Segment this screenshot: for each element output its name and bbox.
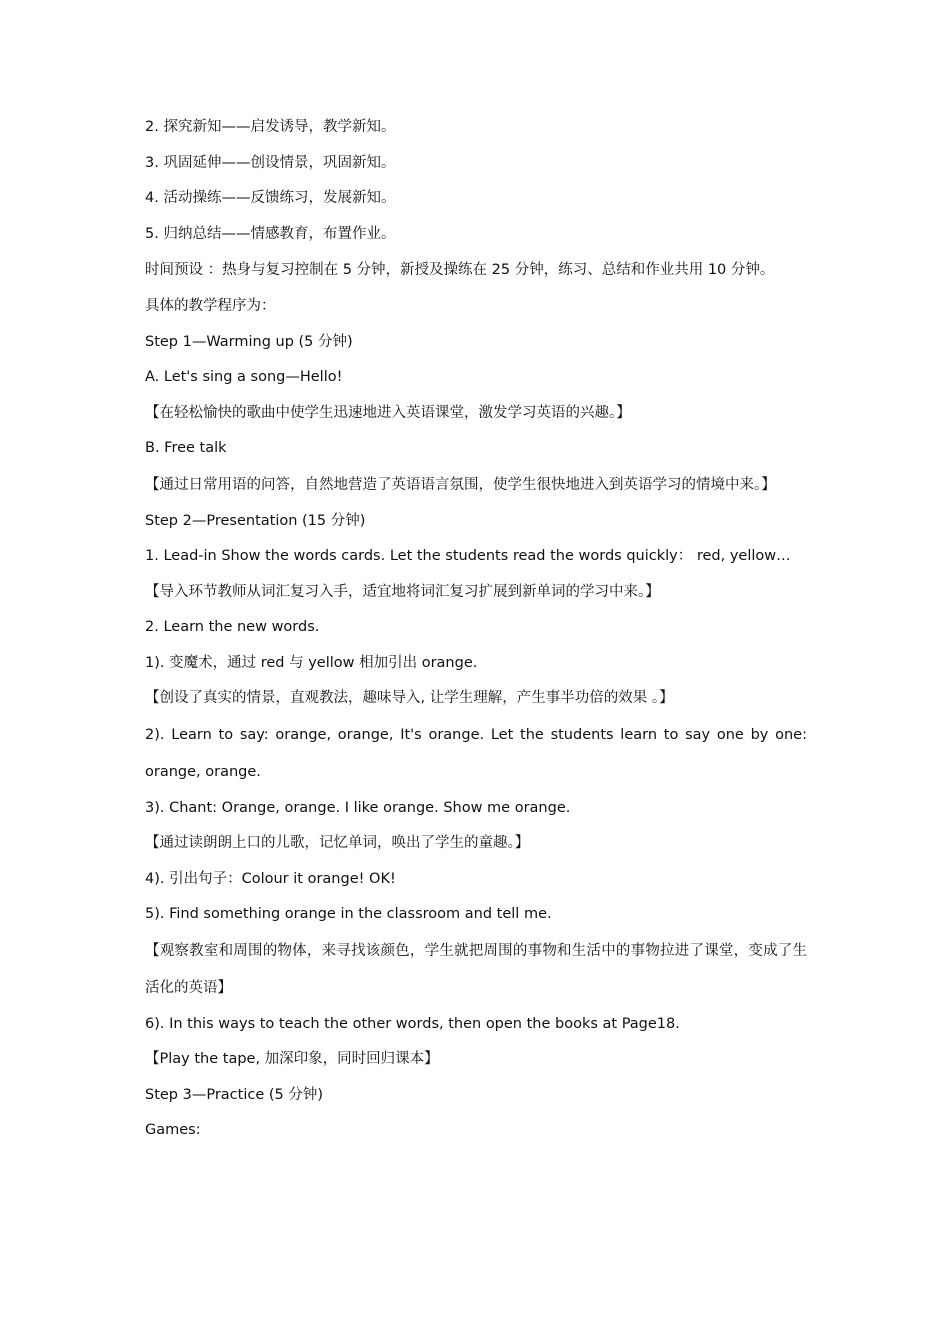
step-heading: Step 1—Warming up (5 分钟) xyxy=(145,333,353,350)
text-line: 4. 活动操练——反馈练习，发展新知。 xyxy=(145,190,396,206)
note-line: 【导入环节教师从词汇复习入手，适宜地将词汇复习扩展到新单词的学习中来。】 xyxy=(145,583,660,600)
time-plan-paragraph: 时间预设 ：热身与复习控制在 5 分钟，新授及操练在 25 分钟，练习、总结和作业共用 10 分钟。 xyxy=(145,262,775,278)
text-line: 6). In this ways to teach the other words, then open the books at Page18. xyxy=(145,1015,680,1032)
note-line: 【Play the tape, 加深印象，同时回归课本】 xyxy=(145,1051,439,1067)
text-line: 3. 巩固延伸——创设情景，巩固新知。 xyxy=(145,154,396,171)
text-line: 4). 引出句子：Colour it orange! OK! xyxy=(145,870,396,887)
note-paragraph: 【通过日常用语的问答，自然地营造了英语语言氛围，使学生很快地进入到英语学习的情境中来。】 xyxy=(145,476,776,493)
text-line: B. Free talk xyxy=(145,440,227,456)
text-line: 3). Chant: Orange, orange. I like orange. Show me orange. xyxy=(145,799,571,816)
text-line: A. Let's sing a song—Hello! xyxy=(145,369,343,385)
note-line: 【创设了真实的情景，直观教法，趣味导入, 让学生理解，产生事半功倍的效果 。】 xyxy=(145,690,674,706)
text-line: 具体的教学程序为： xyxy=(145,298,276,314)
text-line: 1). 变魔术，通过 red 与 yellow 相加引出 orange. xyxy=(145,654,478,671)
step-heading: Step 3—Practice (5 分钟) xyxy=(145,1086,324,1103)
text-line: 1. Lead-in Show the words cards. Let the students read the words quickly： red, yellow… xyxy=(145,548,791,564)
text-line: 2. 探究新知——启发诱导，教学新知。 xyxy=(145,119,396,135)
text-paragraph: 2). Learn to say: orange, orange, It's orange. Let the students learn to say one by one: orange, orange. xyxy=(145,726,807,780)
step-heading: Step 2—Presentation (15 分钟) xyxy=(145,512,366,529)
note-paragraph: 【观察教室和周围的物体，来寻找该颜色，学生就把周围的事物和生活中的事物拉进了课堂，变成了生活化的英语】 xyxy=(145,942,807,996)
document-body xyxy=(145,110,807,1149)
text-line: Games: xyxy=(145,1122,201,1138)
text-line: 2. Learn the new words. xyxy=(145,619,320,635)
text-line: 5). Find something orange in the classroom and tell me. xyxy=(145,906,552,922)
text-line: 5. 归纳总结——情感教育，布置作业。 xyxy=(145,225,396,242)
note-line: 【在轻松愉快的歌曲中使学生迅速地进入英语课堂，激发学习英语的兴趣。】 xyxy=(145,404,631,421)
note-line: 【通过读朗朗上口的儿歌，记忆单词，唤出了学生的童趣。】 xyxy=(145,835,530,851)
